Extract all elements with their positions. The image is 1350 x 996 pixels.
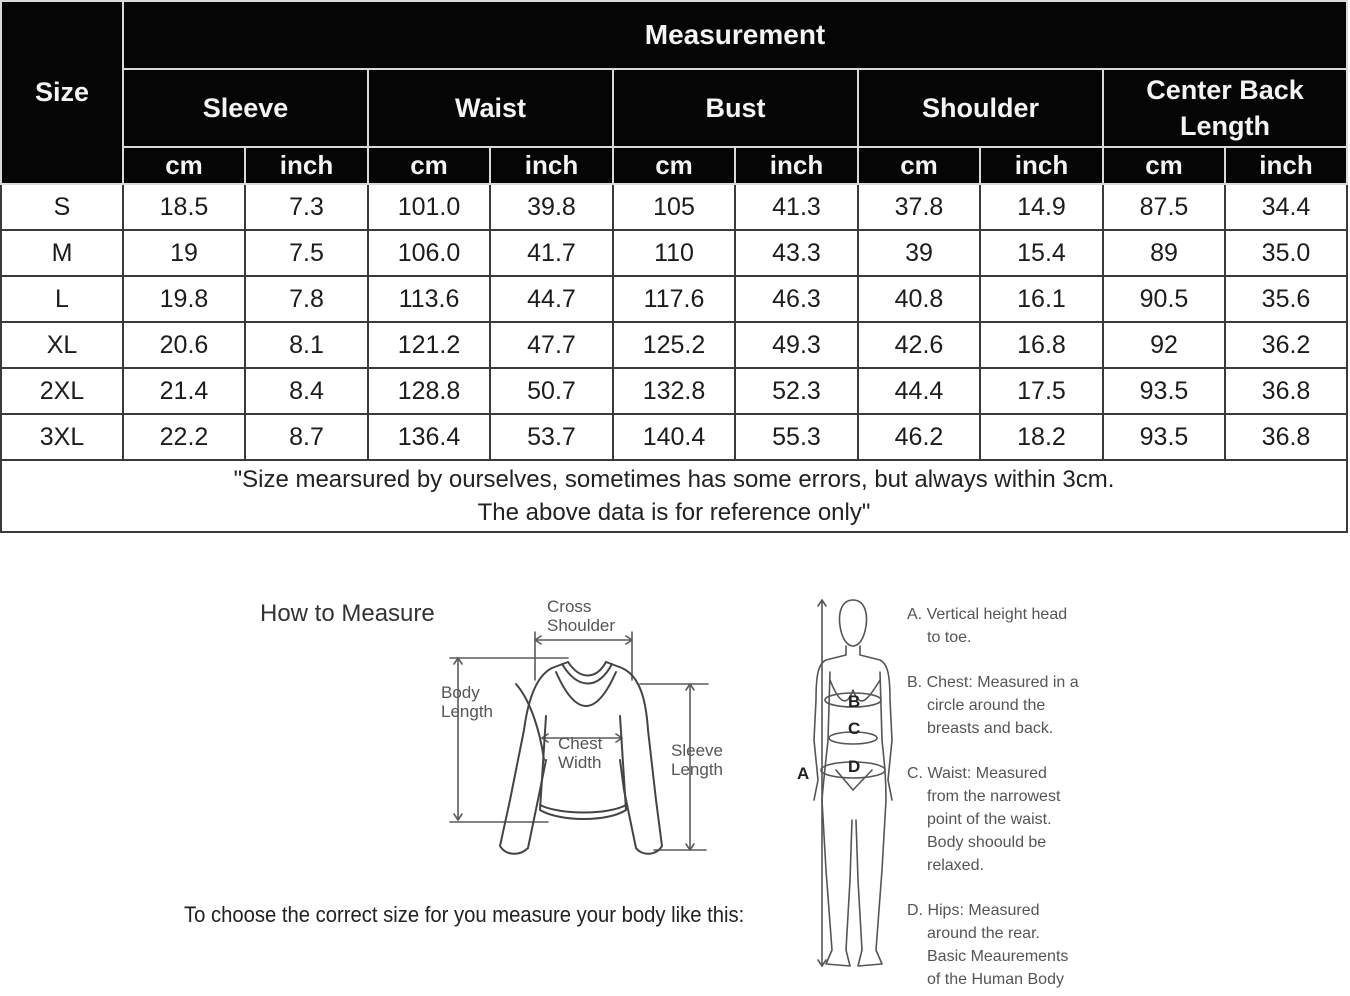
length-inch-header: inch xyxy=(1225,147,1347,184)
table-cell: 20.6 xyxy=(123,322,245,368)
table-cell: 35.6 xyxy=(1225,276,1347,322)
table-cell: 117.6 xyxy=(613,276,735,322)
waist-cm-header: cm xyxy=(368,147,490,184)
cross-shoulder-arrow xyxy=(535,632,632,680)
table-cell: 41.7 xyxy=(490,230,613,276)
table-cell: 17.5 xyxy=(980,368,1103,414)
bust-header: Bust xyxy=(613,69,858,147)
table-cell: 8.7 xyxy=(245,414,368,460)
table-cell: 8.4 xyxy=(245,368,368,414)
table-cell: 35.0 xyxy=(1225,230,1347,276)
chest-width-label: Chest Width xyxy=(558,734,603,772)
table-cell: 125.2 xyxy=(613,322,735,368)
letter-a-label: A xyxy=(797,764,810,783)
table-cell: 132.8 xyxy=(613,368,735,414)
size-cell: 3XL xyxy=(1,414,123,460)
table-cell: 7.3 xyxy=(245,184,368,230)
waist-header: Waist xyxy=(368,69,613,147)
table-cell: 105 xyxy=(613,184,735,230)
note-line-1: "Size mearsured by ourselves, sometimes has some errors, but always within 3cm. xyxy=(233,466,1115,494)
table-cell: 21.4 xyxy=(123,368,245,414)
size-cell: S xyxy=(1,184,123,230)
legend-a: A. Vertical height head to toe. xyxy=(907,606,1068,646)
table-cell: 128.8 xyxy=(368,368,490,414)
table-cell: 93.5 xyxy=(1103,368,1225,414)
table-cell: 43.3 xyxy=(735,230,858,276)
legend-d: D. Hips: Measured around the rear. Basic Meaurements of the Human Body xyxy=(907,902,1069,988)
bust-inch-header: inch xyxy=(735,147,858,184)
human-body-figure xyxy=(814,600,892,966)
table-cell: 7.8 xyxy=(245,276,368,322)
table-cell: 44.7 xyxy=(490,276,613,322)
table-cell: 19.8 xyxy=(123,276,245,322)
table-cell: 36.8 xyxy=(1225,414,1347,460)
table-cell: 93.5 xyxy=(1103,414,1225,460)
how-to-measure-title: How to Measure xyxy=(260,600,435,627)
table-cell: 44.4 xyxy=(858,368,980,414)
table-cell: 16.8 xyxy=(980,322,1103,368)
table-cell: 40.8 xyxy=(858,276,980,322)
size-cell: M xyxy=(1,230,123,276)
table-cell: 14.9 xyxy=(980,184,1103,230)
table-cell: 90.5 xyxy=(1103,276,1225,322)
bust-cm-header: cm xyxy=(613,147,735,184)
length-cm-header: cm xyxy=(1103,147,1225,184)
table-cell: 41.3 xyxy=(735,184,858,230)
size-header: Size xyxy=(1,1,123,184)
cross-shoulder-label: Cross Shoulder xyxy=(547,597,616,635)
table-cell: 34.4 xyxy=(1225,184,1347,230)
legend-b: B. Chest: Measured in a circle around the breasts and back. xyxy=(907,674,1079,737)
shoulder-cm-header: cm xyxy=(858,147,980,184)
table-cell: 39 xyxy=(858,230,980,276)
size-cell: XL xyxy=(1,322,123,368)
table-cell: 36.2 xyxy=(1225,322,1347,368)
table-cell: 92 xyxy=(1103,322,1225,368)
sleeve-header: Sleeve xyxy=(123,69,368,147)
table-cell: 7.5 xyxy=(245,230,368,276)
table-cell: 42.6 xyxy=(858,322,980,368)
note-line-2: The above data is for reference only" xyxy=(477,499,871,527)
measure-instruction-text: To choose the correct size for you measure your body like this: xyxy=(184,902,745,927)
table-cell: 8.1 xyxy=(245,322,368,368)
table-cell: 15.4 xyxy=(980,230,1103,276)
table-cell: 37.8 xyxy=(858,184,980,230)
table-cell: 46.2 xyxy=(858,414,980,460)
size-cell: 2XL xyxy=(1,368,123,414)
table-cell: 53.7 xyxy=(490,414,613,460)
sleeve-length-label: Sleeve Length xyxy=(671,741,723,779)
size-cell: L xyxy=(1,276,123,322)
letter-b-label: B xyxy=(848,692,861,711)
shoulder-inch-header: inch xyxy=(980,147,1103,184)
table-cell: 87.5 xyxy=(1103,184,1225,230)
letter-d-label: D xyxy=(848,757,861,776)
table-cell: 52.3 xyxy=(735,368,858,414)
center-back-length-header: Center Back Length xyxy=(1103,69,1347,147)
letter-c-label: C xyxy=(848,719,861,738)
table-cell: 140.4 xyxy=(613,414,735,460)
shoulder-header: Shoulder xyxy=(858,69,1103,147)
waist-inch-header: inch xyxy=(490,147,613,184)
table-cell: 50.7 xyxy=(490,368,613,414)
body-length-label: Body Length xyxy=(441,683,493,721)
table-cell: 89 xyxy=(1103,230,1225,276)
table-cell: 46.3 xyxy=(735,276,858,322)
sleeve-cm-header: cm xyxy=(123,147,245,184)
table-cell: 18.2 xyxy=(980,414,1103,460)
measurement-header: Measurement xyxy=(123,1,1347,69)
table-cell: 39.8 xyxy=(490,184,613,230)
table-cell: 19 xyxy=(123,230,245,276)
table-cell: 136.4 xyxy=(368,414,490,460)
table-cell: 18.5 xyxy=(123,184,245,230)
table-cell: 36.8 xyxy=(1225,368,1347,414)
table-cell: 55.3 xyxy=(735,414,858,460)
table-cell: 121.2 xyxy=(368,322,490,368)
table-cell: 106.0 xyxy=(368,230,490,276)
table-cell: 113.6 xyxy=(368,276,490,322)
table-cell: 110 xyxy=(613,230,735,276)
table-cell: 47.7 xyxy=(490,322,613,368)
table-cell: 22.2 xyxy=(123,414,245,460)
table-cell: 16.1 xyxy=(980,276,1103,322)
legend-c: C. Waist: Measured from the narrowest point of the waist. Body shoould be relaxed. xyxy=(907,765,1061,874)
sleeve-inch-header: inch xyxy=(245,147,368,184)
table-cell: 49.3 xyxy=(735,322,858,368)
table-cell: 101.0 xyxy=(368,184,490,230)
